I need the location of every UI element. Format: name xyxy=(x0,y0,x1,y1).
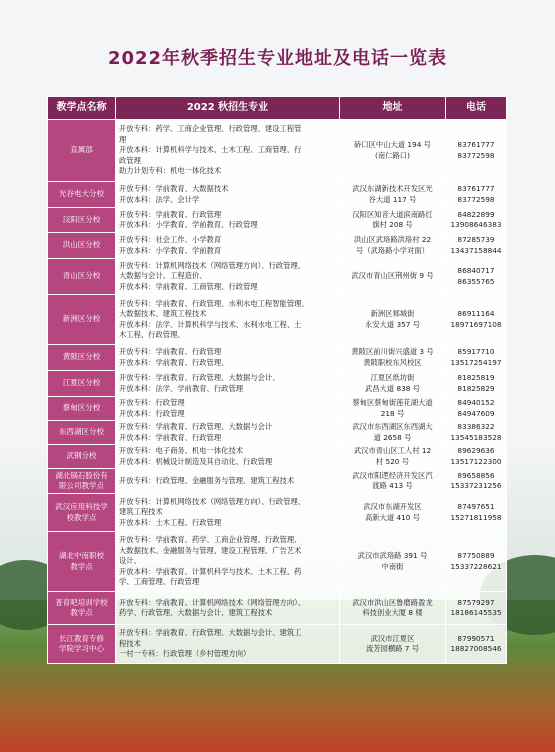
address-line: 洪山区武珞路洪珞村 22 xyxy=(353,235,432,244)
table-body xyxy=(48,120,507,664)
phone-number: 84940152 xyxy=(457,398,495,407)
phone-number: 81825829 xyxy=(457,383,495,393)
address-cell xyxy=(340,592,446,625)
majors-cell xyxy=(116,295,340,345)
campus-name-line: 东西湖区分校 xyxy=(59,427,104,437)
major-line: 设计、 xyxy=(119,556,141,566)
phone-number: 87750889 xyxy=(457,551,495,560)
phone-number: 87990571 xyxy=(457,633,495,643)
major-line: 开放本科：机械设计制造及其自动化、行政管理 xyxy=(119,456,273,466)
campus-name-line: 直属部 xyxy=(70,145,93,155)
major-line: 开放本科：小学教育、学前教育、行政管理 xyxy=(119,220,258,229)
address-line: 永安大道 357 号 xyxy=(364,319,421,329)
campus-name-line: 新洲区分校 xyxy=(62,314,101,324)
table-row xyxy=(48,397,507,421)
campus-name-cell xyxy=(48,233,116,259)
address-cell xyxy=(340,345,446,371)
address-line: 新洲区邾城街 xyxy=(370,309,415,318)
major-line: 开放专科：学前教育、大数据技术 xyxy=(119,184,229,193)
major-line: 开放本科：小学教育、学前教育 xyxy=(119,245,222,255)
campus-name-line: 普育吧培训学校 xyxy=(55,597,108,607)
major-line: 开放专科：学前教育、计算机网络技术（网络管理方向）、 xyxy=(119,597,306,607)
phone-number: 18971697108 xyxy=(450,319,502,329)
phone-cell xyxy=(446,233,507,259)
major-line: 开放专科：电子商务、机电一体化技术 xyxy=(119,446,244,455)
table-row xyxy=(48,445,507,469)
address-cell xyxy=(340,182,446,208)
major-line: 开放本科：学前教育、计算机科学与技术、土木工程、药 xyxy=(119,566,302,576)
phone-number: 81825819 xyxy=(457,373,495,382)
campus-name-line: 长江教育专修 xyxy=(59,633,104,643)
campus-name-line: 教学点 xyxy=(70,608,93,617)
major-line: 开放专科：学前教育、行政管理 xyxy=(119,209,222,219)
phone-cell xyxy=(446,397,507,421)
phone-number: 13517254197 xyxy=(450,357,502,367)
phone-number: 13908646383 xyxy=(450,220,502,229)
major-line: 开放本科：行政管理 xyxy=(119,408,185,418)
phone-cell xyxy=(446,182,507,208)
table-row xyxy=(48,345,507,371)
campus-name-cell xyxy=(48,532,116,592)
phone-number: 83386322 xyxy=(457,422,495,431)
address-line: 高新大道 410 号 xyxy=(364,512,421,522)
address-cell xyxy=(340,371,446,397)
phone-cell xyxy=(446,120,507,182)
phone-cell xyxy=(446,592,507,625)
campus-name-line: 武汉应用科技学 xyxy=(55,502,108,511)
campus-name-cell xyxy=(48,182,116,208)
phone-cell xyxy=(446,625,507,664)
phone-cell xyxy=(446,445,507,469)
phone-number: 84822899 xyxy=(457,209,495,219)
phone-cell xyxy=(446,421,507,445)
campus-name-line: 校教学点 xyxy=(66,512,97,522)
campus-name-line: 限公司教学点 xyxy=(59,481,104,490)
header-phone: 电话 xyxy=(446,97,507,120)
campus-name-cell xyxy=(48,445,116,469)
table-row xyxy=(48,371,507,397)
phone-number: 86840717 xyxy=(457,266,495,275)
phone-number: 13545183528 xyxy=(450,432,502,442)
phone-number: 83772598 xyxy=(457,150,495,160)
campus-name-cell xyxy=(48,208,116,233)
major-line: 开放专科：学前教育、行政管理、水利水电工程智能管理、 xyxy=(119,298,309,308)
campus-name-line: 湖北锅石股份有 xyxy=(55,470,108,480)
major-line: 政管理 xyxy=(119,155,141,165)
major-line: 大数据技术、建筑工程技术 xyxy=(119,309,207,318)
table-row xyxy=(48,625,507,664)
address-line: 黄陂区前川街兴盛道 3 号 xyxy=(351,347,434,356)
phone-number: 86355765 xyxy=(457,276,495,286)
campus-name-cell xyxy=(48,259,116,295)
address-line: 渡路 413 号 xyxy=(372,481,413,490)
phone-number: 89658856 xyxy=(457,470,495,480)
phone-cell xyxy=(446,208,507,233)
table-row xyxy=(48,120,507,182)
phone-number: 18186145535 xyxy=(450,608,502,617)
major-line: 开放专科：学前教育、行政管理、大数据与会计、建筑工 xyxy=(119,628,302,638)
campus-name-cell xyxy=(48,295,116,345)
address-line: 武汉市武珞路 391 号 xyxy=(357,551,428,560)
majors-cell xyxy=(116,532,340,592)
table-row xyxy=(48,592,507,625)
address-line: 汉阳区知音大道滨南路红 xyxy=(352,209,433,219)
address-line: 武汉市青山区工人村 12 xyxy=(353,446,432,455)
campus-name-line: 江夏区分校 xyxy=(62,378,101,388)
majors-cell xyxy=(116,445,340,469)
phone-number: 87497651 xyxy=(457,502,495,511)
phone-number: 84947609 xyxy=(457,408,495,418)
table-row xyxy=(48,532,507,592)
campus-name-cell xyxy=(48,494,116,532)
major-line: 开放专科：计算机网络技术（网络管理方向）、行政管理、 xyxy=(119,496,306,506)
major-line: 木工程、行政管理、 xyxy=(119,330,185,339)
major-line: 开放专科：计算机网络技术（网络管理方向）、行政管理、 xyxy=(119,260,306,270)
address-line: 江夏区纸坊街 xyxy=(370,373,415,382)
majors-cell xyxy=(116,494,340,532)
major-line: 开放本科：学前教育、行政管理、 xyxy=(119,357,229,367)
major-line: 开放本科：计算机科学与技术、土木工程、工商管理、行 xyxy=(119,145,302,155)
address-line: 中南街 xyxy=(381,561,404,571)
phone-number: 15337231256 xyxy=(450,481,502,490)
majors-cell xyxy=(116,469,340,494)
campus-name-line: 黄陂区分校 xyxy=(62,352,101,362)
major-line: 开放专科：行政管理 xyxy=(119,398,185,407)
address-line: 黄陂职校东风校区 xyxy=(363,357,422,367)
major-line: 大数据与会计、工程造价、 xyxy=(119,271,207,281)
address-line: 武汉市洪山区鲁磨路盈龙 xyxy=(352,597,433,607)
phone-number: 83772598 xyxy=(457,194,495,204)
address-cell xyxy=(340,445,446,469)
major-line: 开放本科：土木工程、行政管理 xyxy=(119,517,222,527)
majors-cell xyxy=(116,208,340,233)
major-line: 开放专科：学前教育、行政管理、大数据与会计、 xyxy=(119,373,280,382)
major-line: 建筑工程技术 xyxy=(119,507,163,517)
major-line: 开放本科：法学、学前教育、行政管理 xyxy=(119,383,244,393)
campus-name-cell xyxy=(48,592,116,625)
major-line: 开放专科：行政管理、金融服务与管理、建筑工程技术 xyxy=(119,475,295,485)
address-line: 硚口区中山大道 194 号 xyxy=(354,140,431,149)
address-line: 旗村 208 号 xyxy=(372,220,413,229)
phone-number: 13437158844 xyxy=(450,245,502,255)
major-line: 理 xyxy=(119,134,127,144)
majors-cell xyxy=(116,233,340,259)
campus-name-cell xyxy=(48,625,116,664)
phone-cell xyxy=(446,469,507,494)
address-line: 218 号 xyxy=(380,408,405,418)
phone-number: 15271811958 xyxy=(450,512,502,522)
phone-number: 89629636 xyxy=(457,446,495,455)
phone-number: 83761777 xyxy=(457,184,495,193)
address-cell xyxy=(340,259,446,295)
address-cell xyxy=(340,397,446,421)
campus-name-line: 洪山区分校 xyxy=(62,240,101,250)
address-cell xyxy=(340,532,446,592)
table-row xyxy=(48,208,507,233)
header-majors: 2022 秋招生专业 xyxy=(116,97,340,120)
campus-name-line: 蔡甸区分校 xyxy=(62,403,101,413)
table-header-row xyxy=(48,97,507,120)
campus-name-cell xyxy=(48,345,116,371)
major-line: 开放本科：法学、会计学 xyxy=(119,194,200,204)
address-line: 武汉市青山区荆州街 9 号 xyxy=(351,271,434,281)
phone-cell xyxy=(446,295,507,345)
campus-name-line: 湖北中南职校 xyxy=(59,551,104,560)
campus-name-cell xyxy=(48,371,116,397)
address-cell xyxy=(340,208,446,233)
major-line: 开放专科：药学、工商企业管理、行政管理、建设工程管 xyxy=(119,124,302,134)
phone-number: 13517122300 xyxy=(450,456,502,466)
campus-name-line: 汉阳区分校 xyxy=(62,214,101,224)
majors-cell xyxy=(116,345,340,371)
table-row xyxy=(48,469,507,494)
table-row xyxy=(48,295,507,345)
campus-name-cell xyxy=(48,397,116,421)
campus-name-cell xyxy=(48,469,116,494)
phone-number: 85917710 xyxy=(457,347,495,356)
address-line: 武昌大道 838 号 xyxy=(364,383,421,393)
address-cell xyxy=(340,295,446,345)
address-cell xyxy=(340,469,446,494)
address-cell xyxy=(340,233,446,259)
phone-cell xyxy=(446,259,507,295)
table-row xyxy=(48,182,507,208)
major-line: 药学、行政管理、大数据与会计、建筑工程技术 xyxy=(119,608,273,617)
table-row xyxy=(48,259,507,295)
header-address: 地址 xyxy=(340,97,446,120)
page-title: 2022年秋季招生专业地址及电话一览表 xyxy=(107,48,448,69)
address-cell xyxy=(340,494,446,532)
phone-number: 15337228621 xyxy=(450,561,502,571)
majors-cell xyxy=(116,182,340,208)
majors-cell xyxy=(116,592,340,625)
address-line: 武汉东湖新技术开发区光 xyxy=(352,184,433,193)
table-row xyxy=(48,421,507,445)
address-line: 武汉市阳逻经济开发区汽 xyxy=(352,470,433,480)
phone-cell xyxy=(446,532,507,592)
campus-name-line: 青山区分校 xyxy=(62,271,101,281)
majors-cell xyxy=(116,259,340,295)
address-line: 武汉市东西湖区东西湖大 xyxy=(352,422,433,431)
majors-cell xyxy=(116,371,340,397)
phone-number: 18827008546 xyxy=(450,644,502,653)
address-line: 科技创业大厦 8 楼 xyxy=(362,608,423,617)
major-line: 开放专科：社会工作、小学教育 xyxy=(119,235,222,244)
phone-number: 86911164 xyxy=(457,309,495,318)
major-line: 助力计划专科：机电一体化技术 xyxy=(119,166,222,176)
major-line: 开放专科：学前教育、药学、工商企业管理、行政管理、 xyxy=(119,535,302,545)
address-cell xyxy=(340,421,446,445)
table-row xyxy=(48,494,507,532)
campus-name-line: 学院学习中心 xyxy=(59,644,104,653)
major-line: 开放本科：法学、计算机科学与技术、水利水电工程、土 xyxy=(119,319,302,329)
enrollment-table xyxy=(47,96,507,664)
table-row xyxy=(48,233,507,259)
major-line: 一村一专科：行政管理（乡村管理方向） xyxy=(119,649,251,659)
address-line: 武汉市江夏区 xyxy=(370,633,415,643)
major-line: 开放本科：学前教育、行政管理 xyxy=(119,432,222,442)
majors-cell xyxy=(116,120,340,182)
major-line: 程技术 xyxy=(119,638,141,648)
majors-cell xyxy=(116,421,340,445)
header-name: 教学点名称 xyxy=(48,97,116,120)
address-cell xyxy=(340,625,446,664)
address-line: 武汉市东湖开发区 xyxy=(363,502,422,511)
campus-name-line: 光谷电大分校 xyxy=(59,189,104,199)
phone-number: 83761777 xyxy=(457,140,495,149)
phone-number: 87579297 xyxy=(457,597,495,607)
majors-cell xyxy=(116,397,340,421)
address-line: 道 2658 号 xyxy=(373,432,412,442)
campus-name-cell xyxy=(48,421,116,445)
phone-number: 87285739 xyxy=(457,235,495,244)
address-line: 流芳园横路 7 号 xyxy=(365,644,420,653)
campus-name-line: 武钢分校 xyxy=(66,451,97,461)
address-line: (南仁路口) xyxy=(375,150,410,160)
phone-cell xyxy=(446,345,507,371)
major-line: 大数据技术、金融服务与管理、建设工程管理、广告艺术 xyxy=(119,545,302,555)
address-line: 蔡甸区蔡甸街莲花湖大道 xyxy=(352,398,433,407)
phone-cell xyxy=(446,371,507,397)
major-line: 学、工商管理、行政管理 xyxy=(119,577,200,587)
majors-cell xyxy=(116,625,340,664)
address-line: 谷大道 117 号 xyxy=(368,194,417,204)
address-line: 号（武珞路小学对面） xyxy=(356,245,429,255)
campus-name-line: 教学点 xyxy=(70,561,93,571)
campus-name-cell xyxy=(48,120,116,182)
address-cell xyxy=(340,120,446,182)
major-line: 开放专科：学前教育、行政管理、大数据与会计 xyxy=(119,422,273,431)
phone-cell xyxy=(446,494,507,532)
major-line: 开放专科：学前教育、行政管理 xyxy=(119,347,222,356)
major-line: 开放本科：学前教育、工商管理、行政管理 xyxy=(119,281,258,291)
address-line: 村 520 号 xyxy=(375,456,410,466)
